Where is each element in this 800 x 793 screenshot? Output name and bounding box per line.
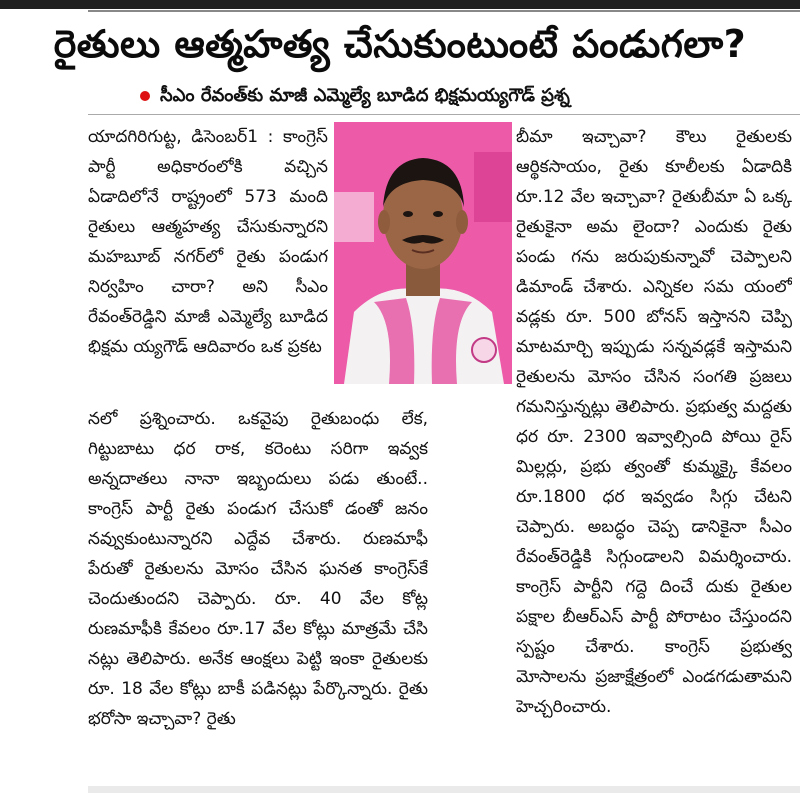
- portrait-illustration: [334, 122, 512, 384]
- subhead-rule: [88, 114, 800, 115]
- article-paragraph-right: బీమా ఇచ్చావా? కౌలు రైతులకు ఆర్థికసాయం, రైతు కూలీలకు ఏడాదికి రూ.12 వేల ఇచ్చావా? రైతుబీమా ఏ ఒక్క రైతుకైనా అమ లైందా? ఎందుకు రైతు పండు గను జరుపుకున్నావో చెప్పాలని డిమాండ్ చేశారు. ఎన్నికల సమ యంలో వడ్లకు రూ. 500 బోనస్ ఇస్తానని చెప్పి మాటమార్చి ఇప్పుడు సన్నవడ్లకే ఇస్తామని రైతులను మోసం చేసిన సంగతి ప్రజలు గమనిస్తున్నట్లు తెలిపారు. ప్రభుత్వ మద్దతు ధర రూ. 2300 ఇవ్వాల్సింది పోయి రైస్ మిల్లర్లు, ప్రభు త్వంతో కుమ్మక్కై కేవలం రూ.1800 ధర ఇవ్వడం సిగ్గు చేటని చెప్పారు. అబద్ధం చెప్ప డానికైనా సీఎం రేవంత్‌రెడ్డికి సిగ్గుండాలని విమర్శించారు. కాంగ్రెస్ పార్టీని గద్దె దించే దుకు రైతుల పక్షాల బీఆర్ఎస్ పార్టీ పోరాటం చేస్తుందని స్పష్టం చేశారు. కాంగ్రెస్ ప్రభుత్వ మోసాలను ప్రజాక్షేత్రంలో ఎండగడుతామని హెచ్చరించారు.: [516, 127, 792, 717]
- article-paragraph-left-bottom: నలో ప్రశ్నించారు. ఒకవైపు రైతుబంధు లేక, గిట్టుబాటు ధర రాక, కరెంటు సరిగా ఇవ్వక అన్నదాతలు నానా ఇబ్బందులు పడు తుంటే.. కాంగ్రెస్ పార్టీ రైతు పండుగ చేసుకో డంతో జనం నవ్వుకుంటున్నారని ఎద్దేవ చేశారు. రుణమాఫీ పేరుతో రైతులను మోసం చేసిన ఘనత కాంగ్రెస్‌కే చెందుతుందని చెప్పారు. రూ. 40 వేల కోట్ల రుణమాఫీకి కేవలం రూ.17 వేల కోట్లు మాత్రమే చేసి నట్లు తెలిపారు. అనేక ఆంక్షలు పెట్టి ఇంకా రైతులకు రూ. 18 వేల కోట్లు బాకీ పడినట్లు పేర్కొన్నారు. రైతు భరోసా ఇచ్చావా? రైతు: [88, 409, 428, 729]
- article-column-left-bottom: [88, 404, 428, 793]
- headline: రైతులు ఆత్మహత్య చేసుకుంటుంటే పండుగలా?: [53, 22, 747, 66]
- portrait-photo: [334, 122, 512, 384]
- top-rule: [88, 10, 800, 12]
- bottom-cropped-text-strip: [88, 786, 800, 793]
- article-column-left-top: [88, 122, 328, 398]
- top-border-bar: [0, 0, 800, 9]
- article-column-right: [516, 122, 792, 782]
- subheadline: [140, 82, 700, 110]
- bullet-icon: [140, 91, 150, 101]
- article-paragraph-left-top: యాదగిరిగుట్ట, డిసెంబర్1 : కాంగ్రెస్ పార్టీ అధికారంలోకి వచ్చిన ఏడాదిలోనే రాష్ట్రంలో 573 మంది రైతులు ఆత్మహత్య చేసుకున్నారని మహబూబ్ నగర్‌లో రైతు పండుగ నిర్వహిం చారా? అని సీఎం రేవంత్‌రెడ్డిని మాజీ ఎమ్మెల్యే బూడిద భిక్షమ య్యగౌడ్ ఆదివారం ఒక ప్రకట: [88, 127, 328, 357]
- subheadline-text: సీఎం రేవంత్‌కు మాజీ ఎమ్మెల్యే బూడిద భిక్షమయ్యగౌడ్ ప్రశ్న: [160, 85, 570, 106]
